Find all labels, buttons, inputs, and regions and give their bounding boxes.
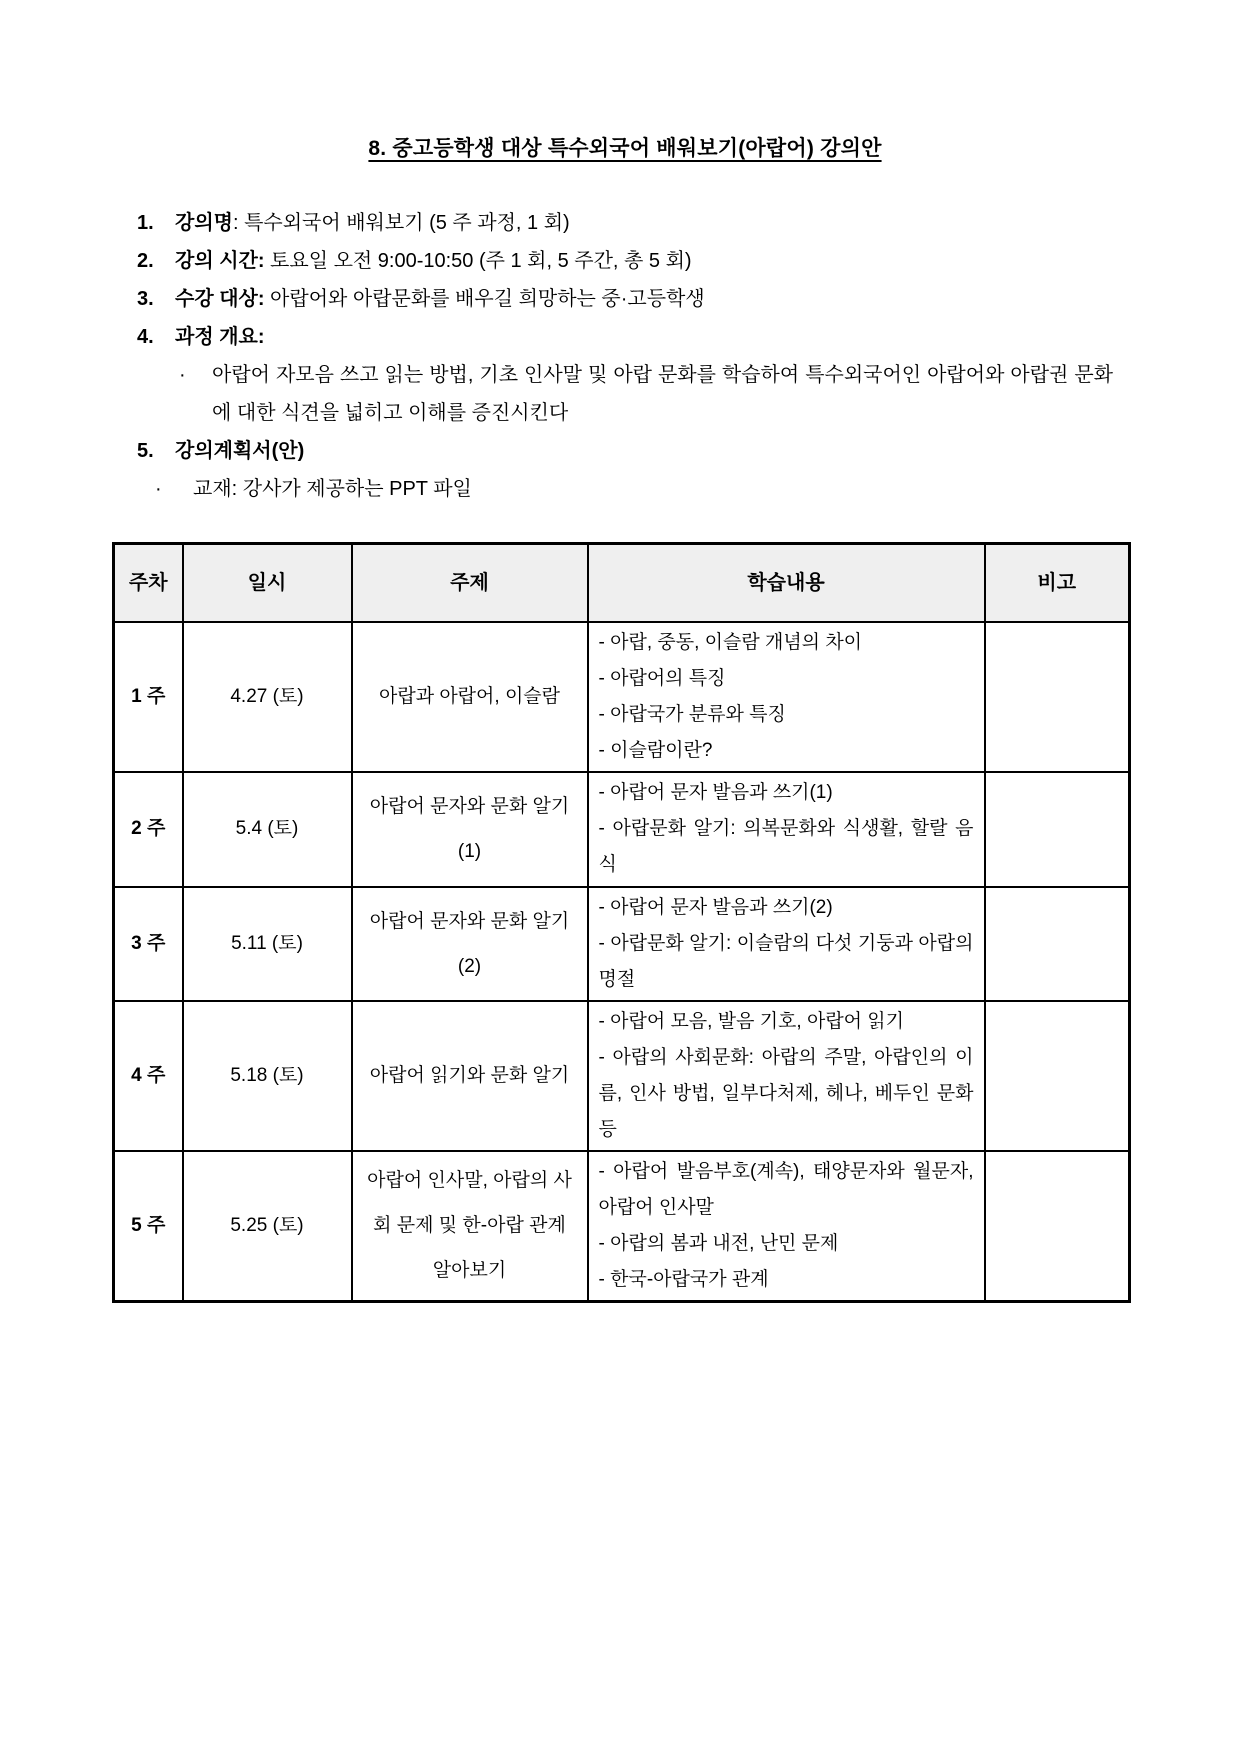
item-body: [175, 242, 1113, 280]
week-cell: 1 주: [114, 622, 183, 772]
header-cell-topic: 주제: [352, 544, 588, 622]
note-cell: [985, 622, 1130, 772]
content-cell: [588, 772, 985, 887]
date-cell: 5.18 (토): [183, 1001, 352, 1151]
content-line: - 아랍문화 알기: 이슬람의 다섯 기둥과 아랍의 명절: [598, 932, 974, 990]
note-cell: [985, 1001, 1130, 1151]
item-body: [175, 432, 1113, 470]
item-body: [175, 318, 1113, 356]
content-line: - 아랍의 봄과 내전, 난민 문제: [598, 1232, 839, 1254]
item-label: 과정 개요:: [175, 326, 265, 348]
date-cell: 4.27 (토): [183, 622, 352, 772]
item-label: 수강 대상:: [175, 288, 265, 310]
table-row-week4: [114, 1001, 1130, 1151]
item-body: [175, 204, 1113, 242]
list-item-course-name: [137, 204, 1113, 242]
date-cell: 5.4 (토): [183, 772, 352, 887]
content-line: - 한국-아랍국가 관계: [598, 1268, 769, 1290]
textbook-text: 교재: 강사가 제공하는 PPT 파일: [193, 478, 472, 500]
content-cell: [588, 622, 985, 772]
content-line: - 이슬람이란?: [598, 739, 713, 761]
course-overview-text: 아랍어 자모음 쓰고 읽는 방법, 기초 인사말 및 아랍 문화를 학습하여 특수외국어인 아랍어와 아랍권 문화에 대한 식견을 넓히고 이해를 증진시킨다: [212, 364, 1113, 424]
content-line: - 아랍어 모음, 발음 기호, 아랍어 읽기: [598, 1010, 905, 1032]
note-cell: [985, 772, 1130, 887]
week-cell: 5 주: [114, 1151, 183, 1302]
item-number: 3.: [137, 288, 154, 310]
topic-cell: 아랍어 문자와 문화 알기(2): [352, 887, 588, 1001]
info-list: [137, 204, 1113, 508]
date-cell: 5.11 (토): [183, 887, 352, 1001]
item-text: 아랍어와 아랍문화를 배우길 희망하는 중·고등학생: [264, 288, 705, 310]
list-item-target-students: [137, 280, 1113, 318]
content-cell: [588, 1151, 985, 1302]
bullet-marker: ·: [179, 364, 186, 386]
item-label: 강의계획서(안): [175, 440, 305, 462]
table-row-week5: [114, 1151, 1130, 1302]
note-cell: [985, 887, 1130, 1001]
note-cell: [985, 1151, 1130, 1302]
topic-cell: 아랍과 아랍어, 이슬람: [352, 622, 588, 772]
content-line: - 아랍문화 알기: 의복문화와 식생활, 할랄 음식: [598, 818, 974, 875]
table-header-row: [114, 544, 1130, 622]
item-body: [175, 280, 1113, 318]
item-number: 2.: [137, 250, 154, 272]
content-cell: [588, 1001, 985, 1151]
course-overview-bullet: [179, 356, 1113, 432]
topic-cell: 아랍어 읽기와 문화 알기: [352, 1001, 588, 1151]
item-text: 토요일 오전 9:00-10:50 (주 1 회, 5 주간, 총 5 회): [264, 250, 692, 272]
item-label: 강의 시간:: [175, 250, 265, 272]
content-line: - 아랍어의 특징: [598, 667, 726, 689]
list-item-course-overview: [137, 318, 1113, 356]
header-cell-week: 주차: [114, 544, 183, 622]
content-line: - 아랍, 중동, 이슬람 개념의 차이: [598, 631, 863, 653]
content-line: - 아랍어 문자 발음과 쓰기(2): [598, 896, 833, 918]
header-cell-content: 학습내용: [588, 544, 985, 622]
item-label: 강의명: [175, 212, 233, 234]
table-row-week1: [114, 622, 1130, 772]
list-item-course-time: [137, 242, 1113, 280]
item-text: : 특수외국어 배워보기 (5 주 과정, 1 회): [232, 212, 570, 234]
item-number: 1.: [137, 212, 154, 234]
schedule-table: [112, 542, 1131, 1303]
table-row-week2: [114, 772, 1130, 887]
content-cell: [588, 887, 985, 1001]
content-line: - 아랍국가 분류와 특징: [598, 703, 786, 725]
week-cell: 3 주: [114, 887, 183, 1001]
content-line: - 아랍어 발음부호(계속), 태양문자와 월문자, 아랍어 인사말: [598, 1160, 974, 1218]
topic-cell: 아랍어 인사말, 아랍의 사회 문제 및 한-아랍 관계 알아보기: [352, 1151, 588, 1302]
topic-cell: 아랍어 문자와 문화 알기(1): [352, 772, 588, 887]
week-cell: 2 주: [114, 772, 183, 887]
bullet-marker: ·: [155, 478, 162, 500]
page-title: 8. 중고등학생 대상 특수외국어 배워보기(아랍어) 강의안: [368, 137, 882, 160]
week-cell: 4 주: [114, 1001, 183, 1151]
header-cell-date: 일시: [183, 544, 352, 622]
title-row: [137, 130, 1113, 170]
table-row-week3: [114, 887, 1130, 1001]
content-line: - 아랍의 사회문화: 아랍의 주말, 아랍인의 이름, 인사 방법, 일부다처제, 헤나, 베두인 문화 등: [598, 1046, 974, 1140]
list-item-syllabus: [137, 432, 1113, 470]
item-number: 4.: [137, 326, 154, 348]
content-line: - 아랍어 문자 발음과 쓰기(1): [598, 782, 833, 803]
date-cell: 5.25 (토): [183, 1151, 352, 1302]
header-cell-note: 비고: [985, 544, 1130, 622]
item-number: 5.: [137, 440, 154, 462]
textbook-bullet: [155, 470, 1113, 508]
